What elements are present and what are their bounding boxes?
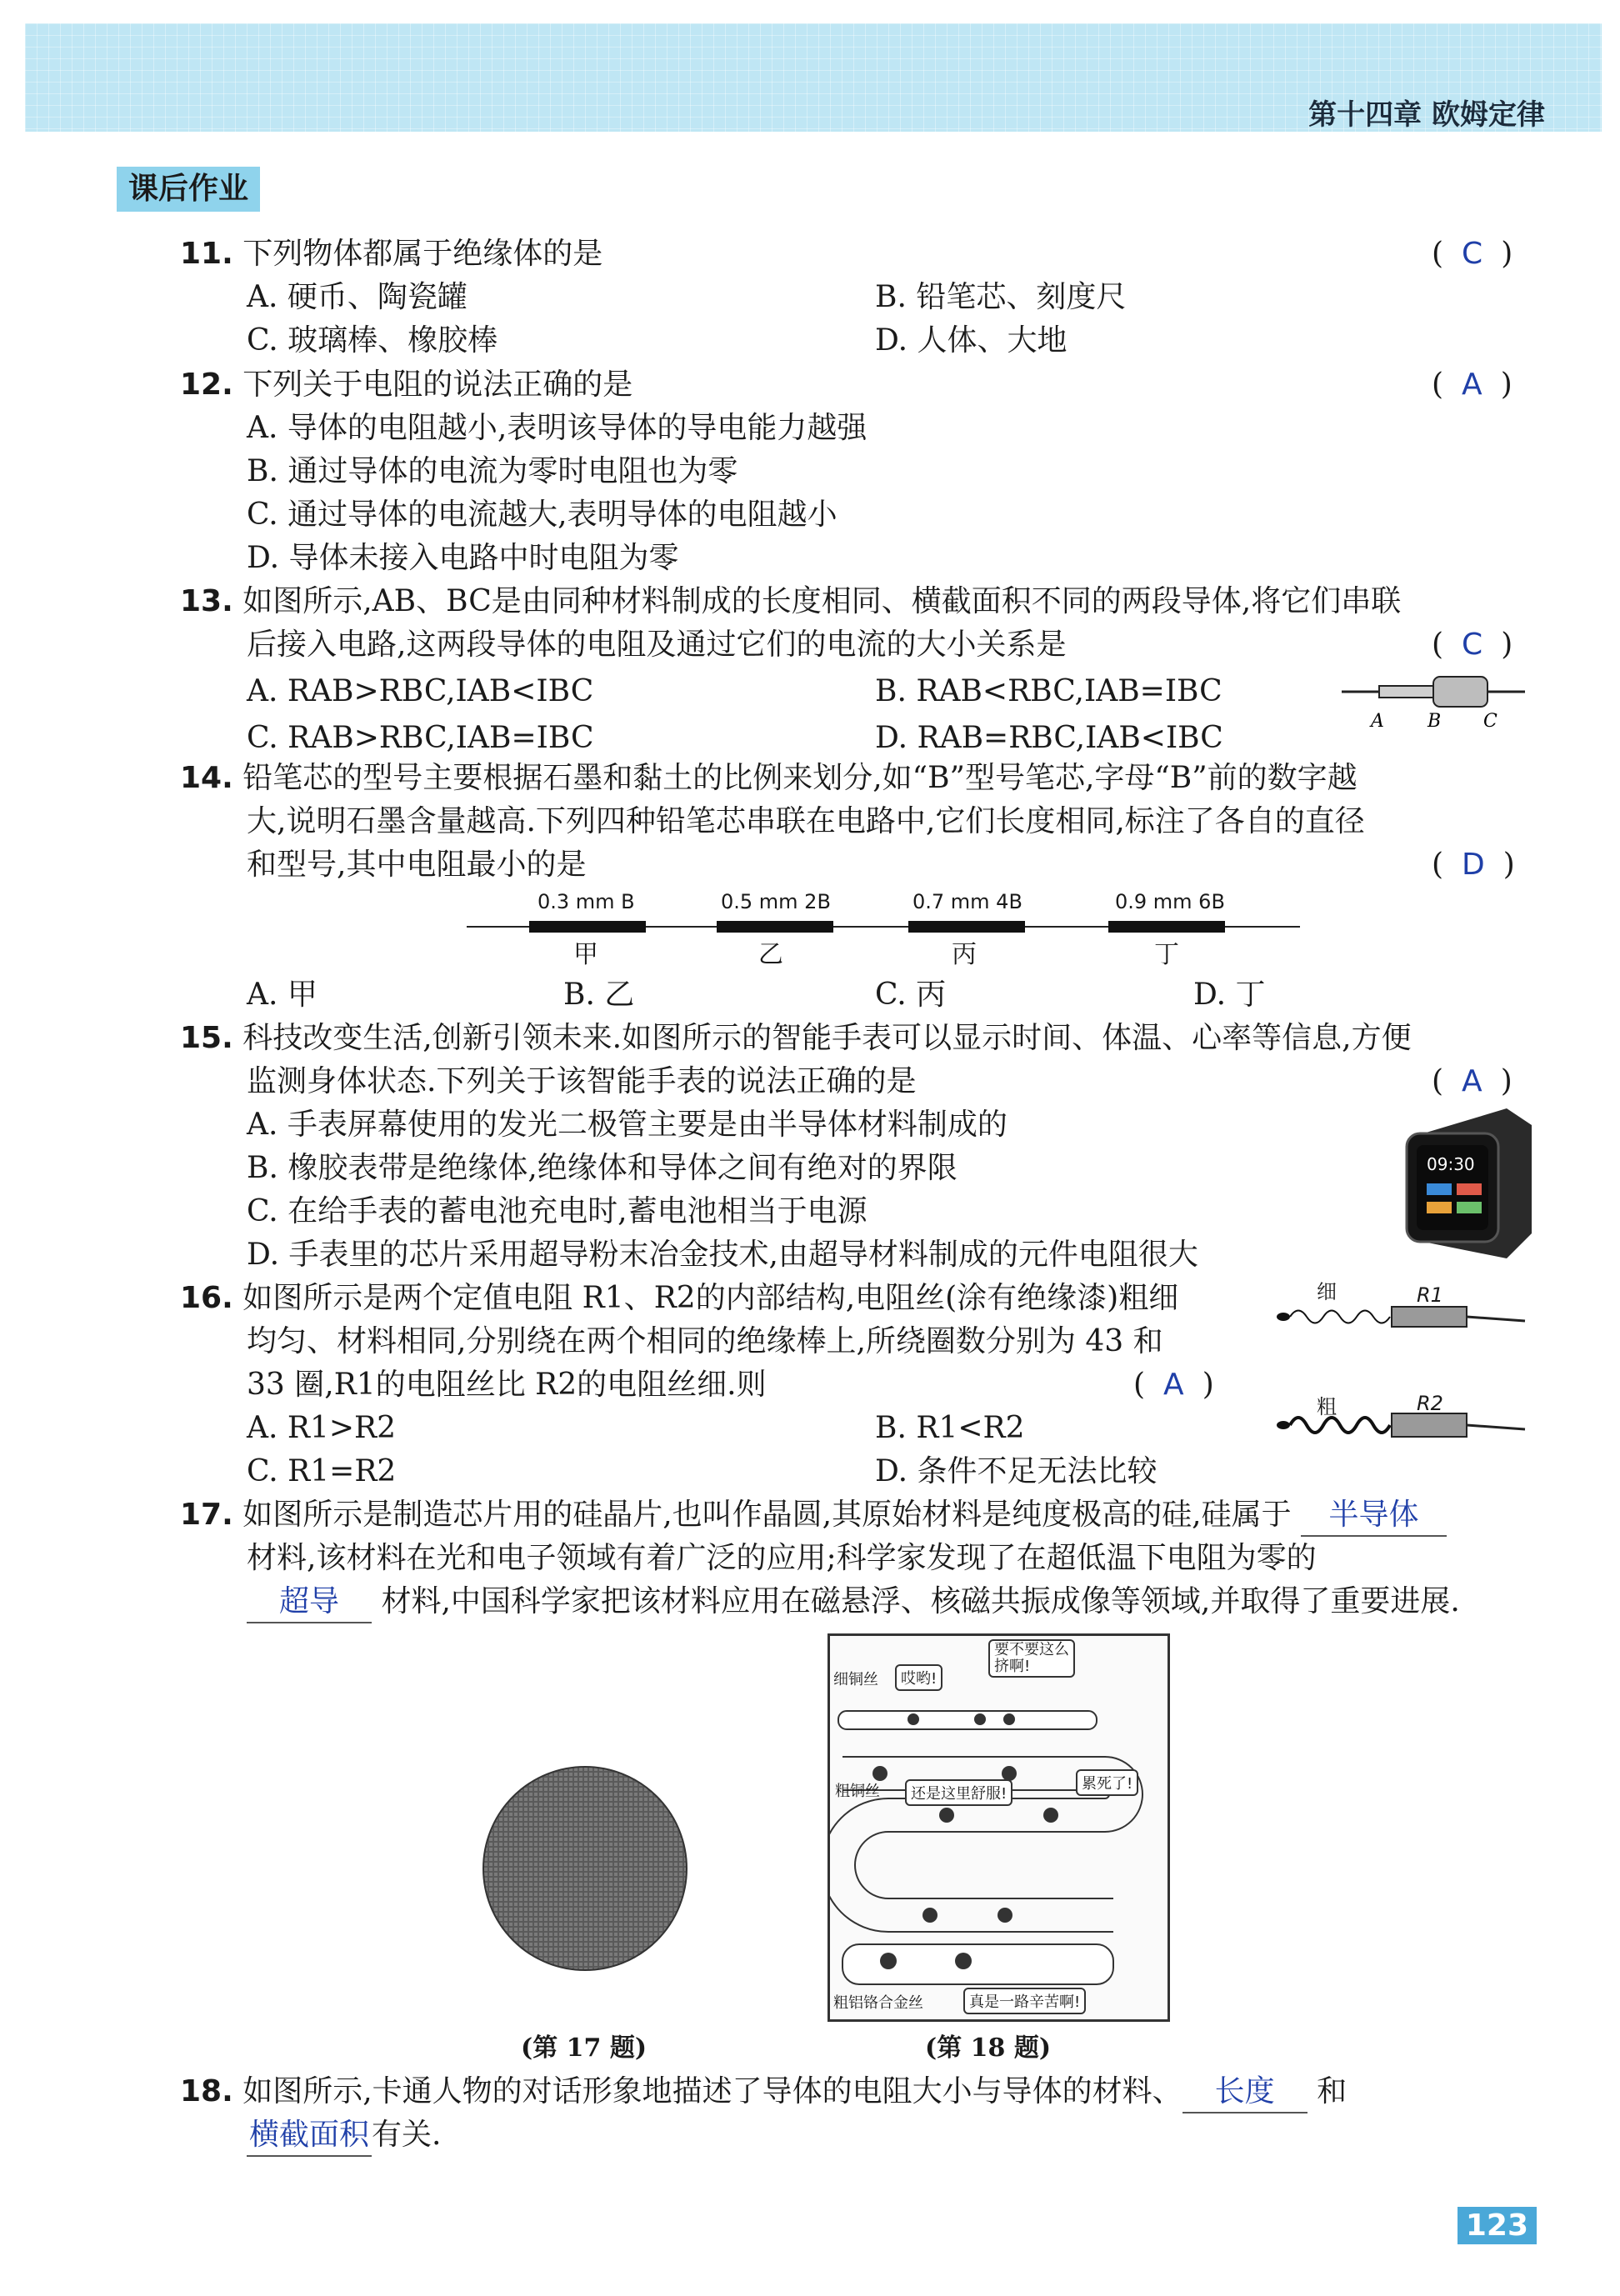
q17-stem-1: 17. 如图所示是制造芯片用的硅晶片,也叫作晶圆,其原始材料是纯度极高的硅,硅属于 半导体 (180, 1495, 1447, 1537)
lead-spec-1: 0.3 mm B (538, 890, 635, 913)
cartoon-bubble-2: 要不要这么挤啊! (988, 1639, 1075, 1678)
q18-stem-1: 18. 如图所示,卡通人物的对话形象地描述了导体的电阻大小与导体的材料、 长度 和 (180, 2072, 1347, 2113)
label-b: B (1428, 711, 1442, 732)
silicon-wafer-image (479, 1763, 692, 1975)
resistor-figure (1267, 1275, 1533, 1467)
q14-stem-1: 14. 铅笔芯的型号主要根据石墨和黏土的比例来划分,如“B”型号笔芯,字母“B”前的数字越 (180, 761, 1358, 795)
thick-label: 粗 (1317, 1395, 1337, 1418)
lead-ding (1108, 921, 1225, 933)
cartoon-bubble-4: 累死了! (1076, 1769, 1138, 1796)
q13-conductor-figure (1333, 667, 1533, 733)
r2-label: R2 (1417, 1392, 1443, 1415)
q11-option-d: D. 人体、大地 (875, 323, 1068, 358)
lead-name-3: 丙 (952, 940, 977, 969)
q14-option-c: C. 丙 (875, 978, 947, 1012)
q12-stem: 12. 下列关于电阻的说法正确的是 (180, 368, 633, 402)
q17-blank-1: 半导体 (1301, 1495, 1447, 1537)
q13-stem-1: 13. 如图所示,AB、BC是由同种材料制成的长度相同、横截面积不同的两段导体,将它们串联 (180, 584, 1402, 618)
q15-answer: ( A ) (1432, 1064, 1512, 1098)
label-c: C (1483, 711, 1498, 732)
q13-option-c: C. RAB>RBC,IAB=IBC (247, 721, 594, 755)
q15-option-c: C. 在给手表的蓄电池充电时,蓄电池相当于电源 (247, 1194, 868, 1228)
cartoon-bubble-5: 真是一路辛苦啊! (963, 1988, 1086, 2014)
cartoon-label-alloy: 粗铝铬合金丝 (833, 1994, 923, 2012)
q11-answer: ( C ) (1432, 237, 1513, 271)
q12-option-b: B. 通过导体的电流为零时电阻也为零 (247, 454, 738, 488)
lead-jia (529, 921, 646, 933)
q13-option-a: A. RAB>RBC,IAB<IBC (247, 674, 594, 708)
label-a: A (1371, 711, 1384, 732)
q12-answer: ( A ) (1432, 368, 1512, 402)
q16-answer: ( A ) (1133, 1368, 1214, 1402)
lead-name-1: 甲 (573, 940, 598, 969)
q18-blank-1: 长度 (1182, 2072, 1308, 2113)
q18-stem-2: 横截面积有关. (247, 2115, 441, 2157)
q13-option-b: B. RAB<RBC,IAB=IBC (875, 674, 1222, 708)
watch-time: 09:30 (1427, 1154, 1475, 1174)
q16-stem-3: 33 圈,R1的电阻丝比 R2的电阻丝细.则 (247, 1368, 767, 1402)
q12-option-d: D. 导体未接入电路中时电阻为零 (247, 541, 679, 575)
q16-option-d: D. 条件不足无法比较 (875, 1454, 1158, 1488)
q17-stem-3: 超导 材料,中国科学家把该材料应用在磁悬浮、核磁共振成像等领域,并取得了重要进展. (247, 1582, 1460, 1623)
q13-stem-2: 后接入电路,这两段导体的电阻及通过它们的电流的大小关系是 (247, 628, 1067, 662)
q15-option-d: D. 手表里的芯片采用超导粉末冶金技术,由超导材料制成的元件电阻很大 (247, 1238, 1198, 1272)
q12-option-c: C. 通过导体的电流越大,表明导体的电阻越小 (247, 498, 838, 532)
smartwatch-image (1390, 1100, 1540, 1267)
cartoon-label-thick-copper: 粗铜丝 (835, 1783, 880, 1800)
r1-label: R1 (1417, 1283, 1443, 1307)
chapter-title: 第十四章 欧姆定律 (1308, 98, 1545, 132)
homework-tag: 课后作业 (117, 167, 260, 212)
q14-answer: ( D ) (1432, 848, 1515, 882)
q14-option-d: D. 丁 (1193, 978, 1266, 1012)
q14-option-a: A. 甲 (247, 978, 318, 1012)
lead-yi (717, 921, 833, 933)
cartoon-label-thin-copper: 细铜丝 (833, 1671, 878, 1688)
q15-stem-1: 15. 科技改变生活,创新引领未来.如图所示的智能手表可以显示时间、体温、心率等信息,方便 (180, 1021, 1412, 1055)
q13-answer: ( C ) (1432, 628, 1513, 662)
lead-name-2: 乙 (758, 940, 783, 969)
q14-stem-2: 大,说明石墨含量越高.下列四种铅笔芯串联在电路中,它们长度相同,标注了各自的直径 (247, 804, 1365, 838)
q17-blank-2: 超导 (247, 1582, 372, 1623)
lead-spec-4: 0.9 mm 6B (1115, 890, 1225, 913)
cartoon-bubble-1: 哎哟! (895, 1664, 942, 1691)
q11-option-a: A. 硬币、陶瓷罐 (247, 280, 468, 314)
q13-option-d: D. RAB=RBC,IAB<IBC (875, 721, 1223, 755)
q17-stem-2: 材料,该材料在光和电子领域有着广泛的应用;科学家发现了在超低温下电阻为零的 (247, 1541, 1317, 1575)
cartoon-figure (828, 1633, 1170, 2022)
q16-stem-2: 均匀、材料相同,分别绕在两个相同的绝缘棒上,所绕圈数分别为 43 和 (247, 1324, 1163, 1358)
q18-caption: (第 18 题) (925, 2033, 1052, 2063)
q11-stem: 11. 下列物体都属于绝缘体的是 (180, 237, 603, 271)
q16-option-a: A. R1>R2 (247, 1411, 397, 1445)
cartoon-bubble-3: 还是这里舒服! (905, 1779, 1012, 1806)
q15-stem-2: 监测身体状态.下列关于该智能手表的说法正确的是 (247, 1064, 917, 1098)
q14-stem-3: 和型号,其中电阻最小的是 (247, 848, 587, 882)
q11-option-c: C. 玻璃棒、橡胶棒 (247, 323, 498, 358)
lead-name-4: 丁 (1154, 940, 1179, 969)
q11-option-b: B. 铅笔芯、刻度尺 (875, 280, 1127, 314)
lead-bing (908, 921, 1025, 933)
q12-option-a: A. 导体的电阻越小,表明该导体的导电能力越强 (247, 411, 868, 445)
lead-spec-3: 0.7 mm 4B (912, 890, 1022, 913)
q15-option-a: A. 手表屏幕使用的发光二极管主要是由半导体材料制成的 (247, 1108, 1008, 1142)
q16-stem-1: 16. 如图所示是两个定值电阻 R1、R2的内部结构,电阻丝(涂有绝缘漆)粗细 (180, 1281, 1179, 1315)
q15-option-b: B. 橡胶表带是绝缘体,绝缘体和导体之间有绝对的界限 (247, 1151, 958, 1185)
q17-caption: (第 17 题) (521, 2033, 648, 2063)
q16-option-b: B. R1<R2 (875, 1411, 1025, 1445)
lead-spec-2: 0.5 mm 2B (721, 890, 831, 913)
q16-option-c: C. R1=R2 (247, 1454, 397, 1488)
q18-blank-2: 横截面积 (247, 2115, 372, 2157)
page-number: 123 (1458, 2207, 1537, 2244)
q14-option-b: B. 乙 (563, 978, 635, 1012)
thin-label: 细 (1317, 1280, 1337, 1303)
